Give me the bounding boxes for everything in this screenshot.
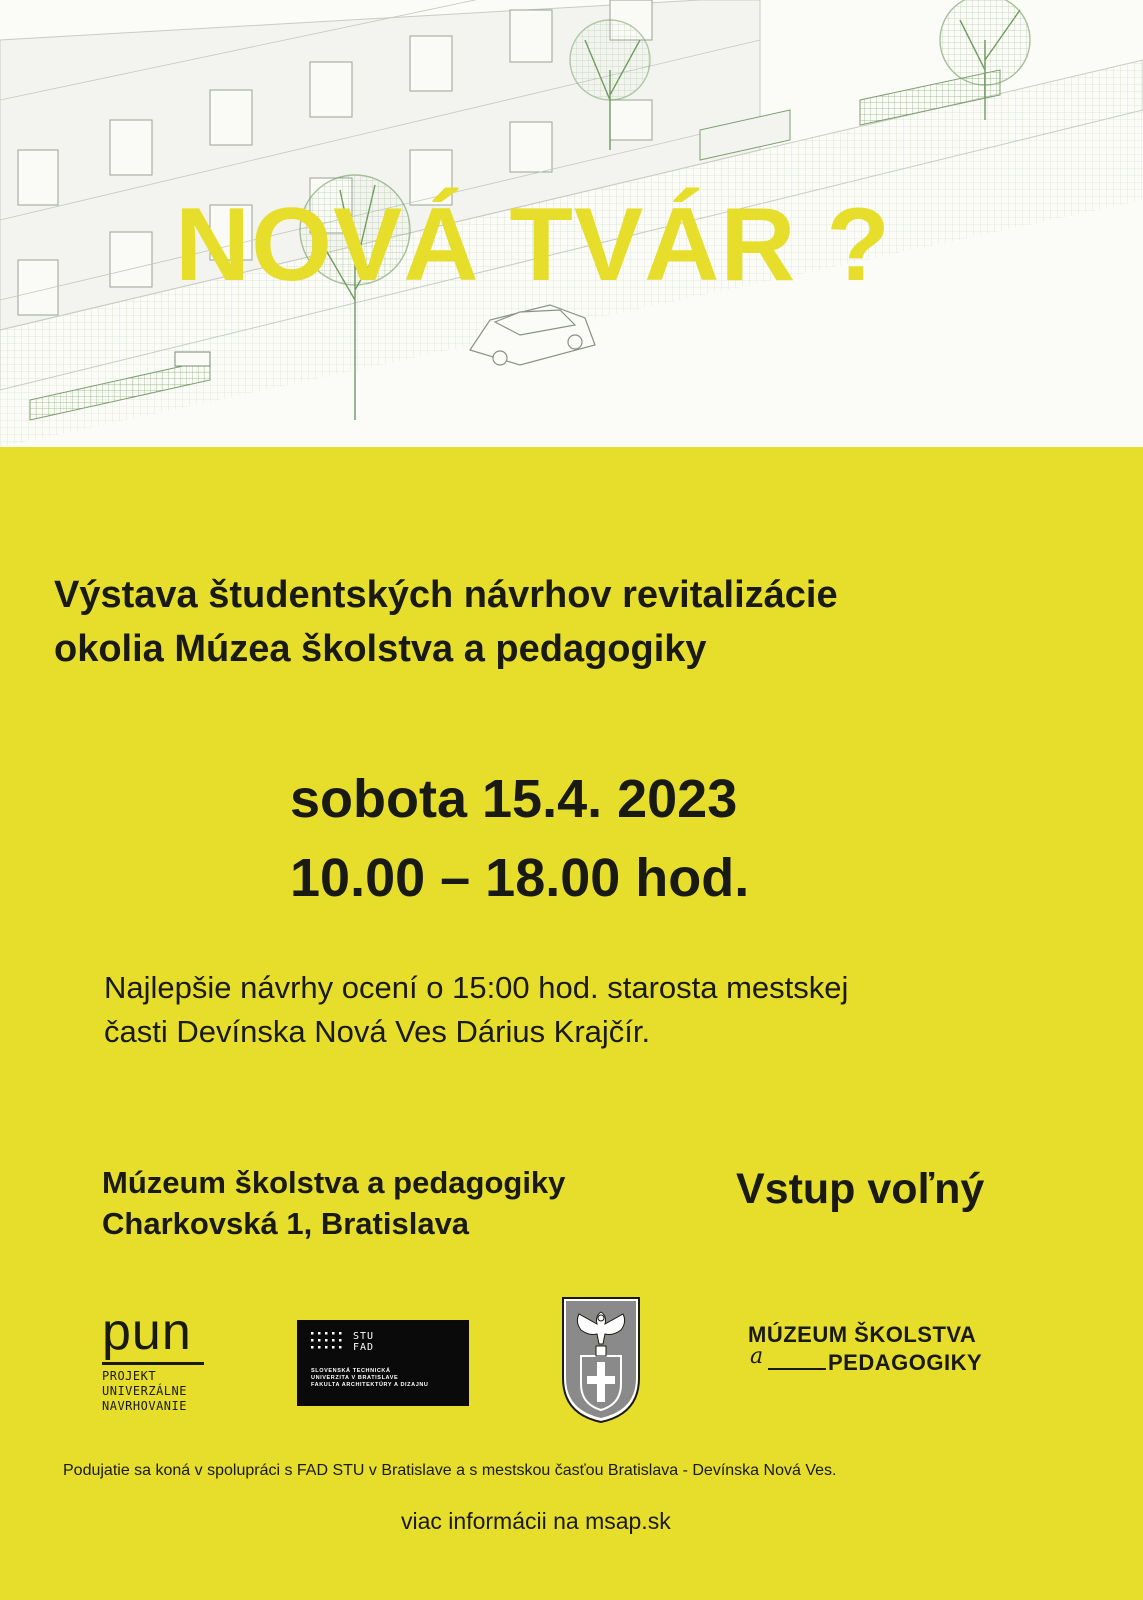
pun-line-3: NAVRHOVANIE	[102, 1399, 187, 1413]
award-line-2: časti Devínska Nová Ves Dárius Krajčír.	[104, 1014, 651, 1049]
pun-logo-text	[102, 1369, 204, 1414]
event-date: sobota 15.4. 2023	[290, 769, 738, 829]
venue-address: Charkovská 1, Bratislava	[102, 1206, 470, 1241]
event-schedule	[290, 760, 749, 918]
museum-logo-rule	[768, 1368, 826, 1370]
event-time: 10.00 – 18.00 hod.	[290, 848, 750, 908]
more-info-link[interactable]: viac informácii na msap.sk	[401, 1508, 671, 1534]
coat-of-arms-icon	[561, 1296, 641, 1424]
hero-banner	[0, 0, 1143, 447]
exhibition-line-2: okolia Múzea školstva a pedagogiky	[54, 628, 707, 670]
pun-logo	[102, 1303, 204, 1414]
pun-line-2: UNIVERZÁLNE	[102, 1384, 187, 1398]
stu-dots-icon	[311, 1332, 349, 1356]
stu-abbr-2: FAD	[353, 1342, 375, 1353]
free-entry-label: Vstup voľný	[736, 1165, 985, 1213]
stu-description	[311, 1368, 429, 1389]
museum-logo-line-2-wrap	[748, 1344, 983, 1376]
stu-abbr	[353, 1331, 374, 1353]
award-line-1: Najlepšie návrhy ocení o 15:00 hod. starosta mestskej	[104, 970, 849, 1005]
museum-logo-connector: a	[750, 1344, 764, 1369]
cooperation-note: Podujatie sa koná v spolupráci s FAD STU v Bratislave a s mestskou časťou Bratislava - Devínska Nová Ves.	[63, 1462, 837, 1479]
museum-logo-line-2: PEDAGOGIKY	[828, 1350, 983, 1375]
award-announcement	[104, 966, 848, 1054]
pun-logo-word: pun	[102, 1303, 192, 1361]
venue-info	[102, 1162, 565, 1244]
pun-line-1: PROJEKT	[102, 1369, 157, 1383]
stu-abbr-1: STU	[353, 1331, 375, 1342]
stu-fad-logo	[297, 1320, 469, 1406]
pun-logo-rule	[102, 1362, 204, 1365]
museum-logo-line-1: MÚZEUM ŠKOLSTVA	[748, 1322, 977, 1347]
stu-line-2: UNIVERZITA V BRATISLAVE	[311, 1375, 399, 1381]
stu-line-3: FAKULTA ARCHITEKTÚRY A DIZAJNU	[311, 1382, 429, 1388]
venue-name: Múzeum školstva a pedagogiky	[102, 1165, 566, 1200]
museum-logo	[748, 1322, 983, 1376]
exhibition-description	[54, 568, 838, 676]
poster-title: NOVÁ TVÁR ?	[175, 187, 891, 303]
stu-line-1: SLOVENSKÁ TECHNICKÁ	[311, 1368, 391, 1374]
exhibition-line-1: Výstava študentských návrhov revitalizácie	[54, 574, 838, 616]
